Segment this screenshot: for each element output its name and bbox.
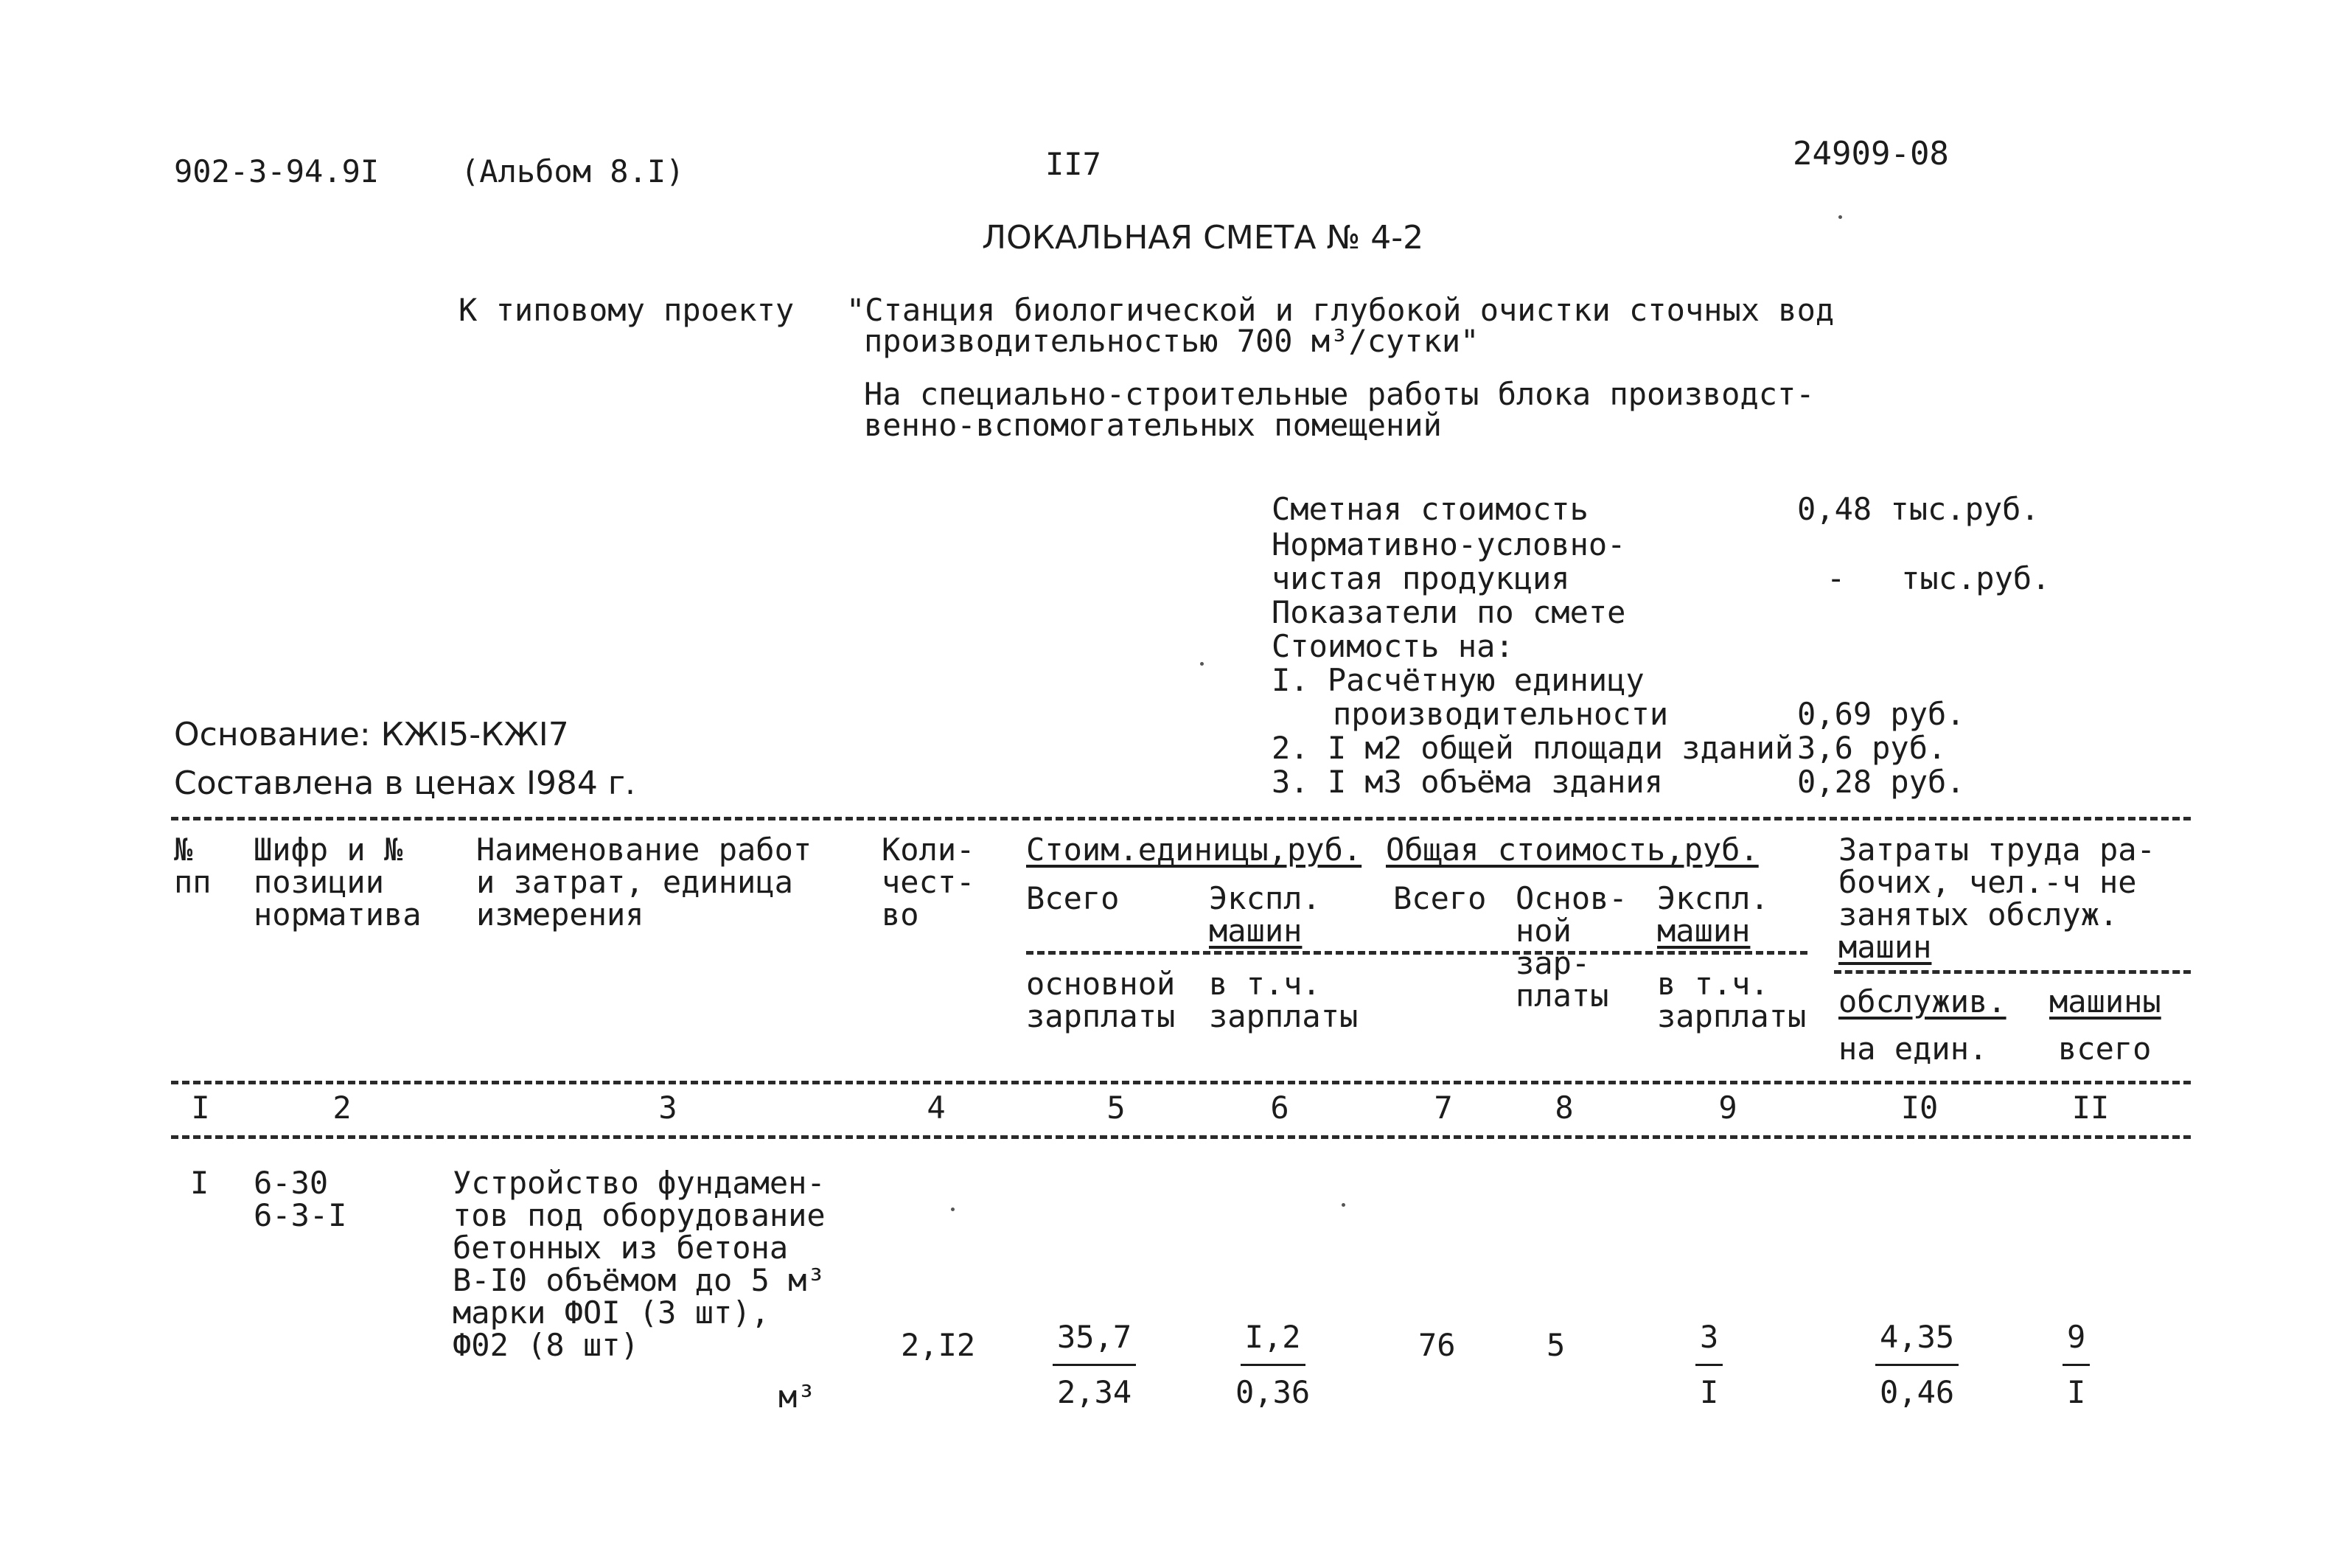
cost-per-label: Стоимость на:: [1272, 628, 1514, 664]
header-unit-mach-1: Экспл.: [1209, 880, 1321, 916]
header-qty-1: Коли-: [882, 832, 975, 868]
labor-total-mach: I: [2067, 1374, 2086, 1410]
column-number-11: II: [2071, 1090, 2110, 1126]
column-number-7: 7: [1434, 1090, 1453, 1126]
row-total-wage: 5: [1547, 1327, 1566, 1363]
header-no-2: пп: [174, 864, 212, 900]
header-per-unit: на един.: [1838, 1031, 1988, 1067]
labor-unit-fraction: [1875, 1311, 1959, 1419]
header-total-all: Всего: [1393, 880, 1487, 916]
header-name-1: Наименование работ: [476, 832, 812, 868]
header-base-1: Основ-: [1516, 880, 1628, 916]
header-total-mach-2: машин: [1657, 913, 1751, 949]
scan-speck: [1342, 1203, 1345, 1207]
header-qty-3: во: [882, 896, 919, 933]
table-top-rule: [171, 817, 2191, 820]
work-scope-line1: На специально-строительные работы блока производст-: [864, 376, 1815, 412]
scan-speck: [1200, 662, 1204, 666]
page-title: ЛОКАЛЬНАЯ СМЕТА № 4-2: [982, 219, 1424, 257]
unit-mach-cost: I,2: [1241, 1311, 1305, 1366]
row-quantity: 2,I2: [901, 1327, 976, 1363]
row-total-cost: 76: [1418, 1327, 1456, 1363]
header-code-1: Шифр и №: [254, 832, 403, 868]
header-name-2: и затрат, единица: [476, 864, 793, 900]
row-name-line1: Устройство фундамен-: [453, 1165, 826, 1201]
labor-total-fraction: [2063, 1311, 2090, 1419]
header-labor-1: Затраты труда ра-: [1838, 832, 2155, 868]
header-machines: машины: [2049, 983, 2161, 1020]
unit-cost-fraction: [1053, 1311, 1136, 1419]
indicator-3-value: 0,28 руб.: [1797, 764, 1965, 800]
row-number: I: [190, 1165, 209, 1201]
total-mach-cost: 3: [1695, 1311, 1723, 1366]
header-unit-all: Всего: [1026, 880, 1120, 916]
header-code-3: норматива: [254, 896, 422, 933]
total-mach-fraction: [1695, 1311, 1723, 1419]
labor-sub-rule: [1834, 970, 2191, 974]
basis-line: Основание: КЖI5-КЖI7: [174, 716, 569, 753]
header-bottom-rule: [171, 1081, 2191, 1084]
header-base-3: зар-: [1516, 945, 1591, 981]
header-basic-wage-2: зарплаты: [1026, 998, 1176, 1034]
header-qty-2: чест-: [882, 864, 975, 900]
prices-line: Составлена в ценах I984 г.: [174, 764, 636, 802]
row-code-2: 6-3-I: [254, 1197, 347, 1233]
header-total-incl-1: в т.ч.: [1657, 966, 1769, 1002]
cost-value: 0,48 тыс.руб.: [1797, 491, 2040, 527]
page-number: II7: [1045, 146, 1101, 182]
column-number-6: 6: [1270, 1090, 1289, 1126]
indicator-2-value: 3,6 руб.: [1797, 730, 1947, 766]
column-number-5: 5: [1106, 1090, 1126, 1126]
header-code-2: позиции: [254, 864, 385, 900]
header-incl-wage-1: в т.ч.: [1209, 966, 1321, 1002]
scan-speck: [951, 1208, 955, 1211]
column-number-2: 2: [332, 1090, 352, 1126]
stamp-number: 24909-08: [1793, 135, 1949, 173]
net-product-label-2: чистая продукция: [1272, 560, 1570, 596]
column-number-10: I0: [1900, 1090, 1939, 1126]
header-service: обслужив.: [1838, 983, 2006, 1020]
header-total-mach-1: Экспл.: [1657, 880, 1769, 916]
indicator-1-value: 0,69 руб.: [1797, 696, 1965, 732]
header-basic-wage-1: основной: [1026, 966, 1176, 1002]
header-unit-mach-2: машин: [1209, 913, 1303, 949]
labor-per-unit: 4,35: [1875, 1311, 1959, 1366]
work-scope-line2: венно-вспомогательных помещений: [864, 407, 1442, 443]
header-total-incl-2: зарплаты: [1657, 998, 1807, 1034]
labor-total: 9: [2063, 1311, 2090, 1366]
row-code-1: 6-30: [254, 1165, 329, 1201]
unit-cost-wage: 2,34: [1057, 1374, 1132, 1410]
column-numbers-rule: [171, 1135, 2191, 1139]
column-number-4: 4: [927, 1090, 946, 1126]
net-product-label-1: Нормативно-условно-: [1272, 526, 1626, 562]
project-prefix: К типовому проекту: [459, 292, 795, 328]
header-no-1: №: [174, 832, 193, 868]
column-number-8: 8: [1555, 1090, 1574, 1126]
album-label: (Альбом 8.I): [461, 153, 685, 189]
scan-speck: [1838, 215, 1842, 219]
header-labor-2: бочих, чел.-ч не: [1838, 864, 2137, 900]
indicator-1-label-1: I. Расчётную единицу: [1272, 662, 1645, 698]
header-base-4: платы: [1516, 978, 1609, 1014]
row-unit: м³: [778, 1379, 816, 1415]
row-name-line4: В-I0 объёмом до 5 м³: [453, 1262, 826, 1298]
header-unit-cost: Стоим.единицы,руб.: [1026, 832, 1362, 868]
total-mach-wage: I: [1700, 1374, 1719, 1410]
row-name-line3: бетонных из бетона: [453, 1230, 789, 1266]
project-code: 902-3-94.9I: [174, 153, 380, 189]
unit-cost-sub-rule: [1026, 951, 1807, 955]
row-name-line5: марки ФОI (3 шт),: [453, 1295, 770, 1331]
header-total-cost: Общая стоимость,руб.: [1386, 832, 1759, 868]
indicator-3-label: 3. I м3 объёма здания: [1272, 764, 1664, 800]
row-name-line2: тов под оборудование: [453, 1197, 826, 1233]
header-labor-4: машин: [1838, 929, 1932, 965]
row-name-line6: Ф02 (8 шт): [453, 1327, 639, 1363]
project-name-line1: "Станция биологической и глубокой очистки сточных вод: [846, 292, 1835, 328]
unit-cost-total: 35,7: [1053, 1311, 1136, 1366]
header-total: всего: [2058, 1031, 2152, 1067]
indicator-1-label-2: производительности: [1333, 696, 1669, 732]
unit-mach-fraction: [1235, 1311, 1310, 1419]
column-number-1: I: [191, 1090, 210, 1126]
unit-mach-wage: 0,36: [1235, 1374, 1311, 1410]
project-name-line2: производительностью 700 м³/сутки": [864, 323, 1479, 359]
header-base-2: ной: [1516, 913, 1572, 949]
cost-label: Сметная стоимость: [1272, 491, 1589, 527]
labor-per-unit-mach: 0,46: [1880, 1374, 1955, 1410]
header-labor-3: занятых обслуж.: [1838, 896, 2119, 933]
header-incl-wage-2: зарплаты: [1209, 998, 1359, 1034]
column-number-9: 9: [1718, 1090, 1737, 1126]
indicators-label: Показатели по смете: [1272, 594, 1626, 630]
indicator-2-label: 2. I м2 общей площади зданий: [1272, 730, 1794, 766]
column-number-3: 3: [658, 1090, 677, 1126]
net-product-value: - тыс.руб.: [1827, 560, 2051, 596]
header-name-3: измерения: [476, 896, 644, 933]
